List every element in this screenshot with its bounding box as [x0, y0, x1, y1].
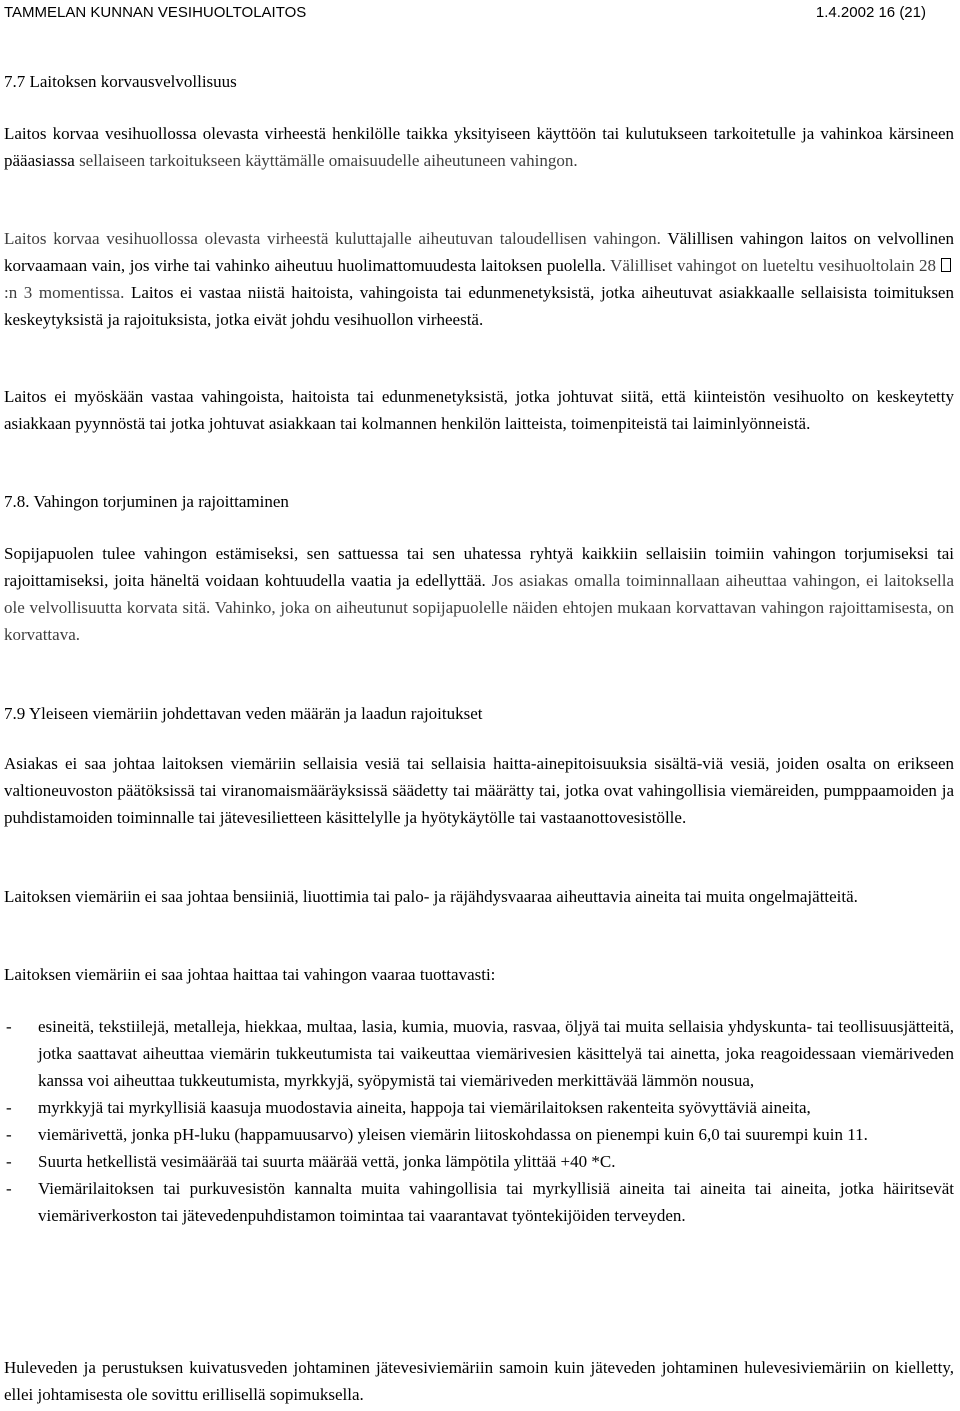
- paragraph: [4, 540, 954, 648]
- paragraph: [4, 883, 954, 910]
- section-symbol-box: [941, 258, 951, 272]
- list-item: [0, 1148, 954, 1175]
- list-dash-marker: -: [6, 1179, 12, 1198]
- muted-text-run: Välilliset vahingot on lueteltu vesihuoltolain 28: [605, 256, 937, 275]
- list-item-text: myrkkyjä tai myrkyllisiä kaasuja muodostavia aineita, happoja tai viemärilaitoksen rakenteita syövyttäviä aineita,: [38, 1098, 811, 1117]
- text-run: Sopijapuolen tulee vahingon estämiseksi, sen sattuessa tai sen uhatessa ryhtyä kaikkiin sellaisiin toimiin vahingon torjumiseksi tai rajoittamiseksi, joita häneltä voidaan kohtuudella vaatia ja edellyttää.: [4, 544, 954, 590]
- paragraph: [4, 1354, 954, 1408]
- list-item-text: Viemärilaitoksen tai purkuvesistön kannalta muita vahingollisia tai myrkyllisiä aineita tai aineita tai aineita, jotka häiritsevät viemäriverkoston tai jätevedenpuhdistamon toimintaa tai vaarantavat työntekijöiden terveyden.: [38, 1179, 954, 1225]
- text-run: Välillisen vahingon laitos on velvollinen korvaamaan vain, jos virhe tai vahinko aiheutuu huolimattomuudesta laitoksen puolella.: [4, 229, 955, 275]
- list-item-text: viemärivettä, jonka pH-luku (happamuusarvo) yleisen viemärin liitoskohdassa on pienempi kuin 6,0 tai suurempi kuin 11.: [38, 1125, 868, 1144]
- paragraph: [4, 750, 954, 831]
- document-header-date-page: 1.4.2002 16 (21): [815, 4, 926, 21]
- paragraph: [4, 383, 954, 437]
- list-item-text: esineitä, tekstiilejä, metalleja, hiekkaa, multaa, lasia, kumia, muovia, rasvaa, öljyä tai muita sellaisia yhdyskunta- tai teollisuusjätteitä, jotka saattavat aiheuttaa viemärin tukkeutumista tai vaikeuttaa viemärivesien käsittelyä tai ainetta, joka reagoidessaan viemäriveden kanssa voi aiheuttaa tukkeutumista, myrkkyjä, syöpymistä tai viemäriveden merkittävää lämmön nousua,: [38, 1017, 954, 1090]
- prohibited-substances-list: [0, 1013, 954, 1229]
- text-run: Laitoksen viemäriin ei saa johtaa bensiiniä, liuottimia tai palo- ja räjähdysvaaraa aiheuttavia aineita tai muita ongelmajätteitä.: [4, 887, 858, 906]
- list-dash-marker: -: [6, 1125, 12, 1144]
- section-heading-7-8: 7.8. Vahingon torjuminen ja rajoittaminen: [4, 492, 289, 511]
- list-dash-marker: -: [6, 1152, 12, 1171]
- text-run: Laitos ei myöskään vastaa vahingoista, haitoista tai edunmenetyksistä, jotka johtuvat siitä, että kiinteistön vesihuolto on keskeytetty asiakkaan pyynnöstä tai jotka johtuvat asiakkaan tai kolmannen henkilön laitteista, toimenpiteistä tai laiminlyönneistä.: [4, 387, 954, 433]
- text-run: Laitoksen viemäriin ei saa johtaa haittaa tai vahingon vaaraa tuottavasti:: [4, 965, 496, 984]
- list-item: [0, 1121, 954, 1148]
- muted-text-run: :n 3 momentissa.: [4, 283, 125, 302]
- muted-text-run: Vahinko, joka on aiheutunut sopijapuolelle näiden ehtojen mukaan korvattavan vahingon rajoittamisesta, on korvattava.: [4, 598, 954, 644]
- text-run: Laitos korvaa vesihuollossa olevasta virheestä henkilölle taikka yksityiseen käyttöön tai kulutukseen tarkoitetulle ja vahinkoa kärsineen pääasiassa: [4, 124, 954, 170]
- paragraph: [4, 225, 954, 333]
- list-item: [0, 1013, 954, 1094]
- paragraph: [4, 961, 954, 988]
- list-item-text: Suurta hetkellistä vesimäärää tai suurta määrää vettä, jonka lämpötila ylittää +40 *C.: [38, 1152, 616, 1171]
- document-header-title: TAMMELAN KUNNAN VESIHUOLTOLAITOS: [4, 4, 307, 21]
- list-item: [0, 1094, 954, 1121]
- list-item: [0, 1175, 954, 1229]
- text-run: Huleveden ja perustuksen kuivatusveden johtaminen jätevesiviemäriin samoin kuin jäteveden johtaminen hulevesiviemäriin on kielletty, ellei johtamisesta ole sovittu erillisellä sopimuksella.: [4, 1358, 954, 1404]
- list-dash-marker: -: [6, 1017, 12, 1036]
- text-run: Laitos ei vastaa niistä haitoista, vahingoista tai edunmenetyksistä, jotka aiheutuvat asiakkaalle sellaisista toimituksen keskeytyksistä ja rajoituksista, jotka eivät johdu vesihuollon virheestä.: [4, 283, 954, 329]
- muted-text-run: Jos asiakas omalla toiminnallaan aiheuttaa vahingon, ei laitoksella ole velvollisuutta korvata sitä.: [4, 571, 954, 617]
- list-dash-marker: -: [6, 1098, 12, 1117]
- text-run: Asiakas ei saa johtaa laitoksen viemäriin sellaisia vesiä tai sellaisia haitta-ainepitoisuuksia sisältä-viä vesiä, joiden osalta on erikseen valtioneuvoston päätöksissä tai viranomaismääräyksissä säädetty tai määrätty tai, jotka ovat vahingollisia viemäreiden, pumppaamoiden ja puhdistamoiden toiminnalle tai jätevesilietteen käsittelylle ja hyötykäytölle tai vastaanottovesistölle.: [4, 754, 954, 827]
- muted-text-run: sellaiseen tarkoitukseen käyttämälle omaisuudelle aiheutuneen vahingon.: [79, 151, 578, 170]
- section-heading-7-7: 7.7 Laitoksen korvausvelvollisuus: [4, 72, 237, 91]
- paragraph: [4, 120, 954, 174]
- muted-text-run: Laitos korvaa vesihuollossa olevasta virheestä kuluttajalle aiheutuvan taloudellisen vahingon.: [4, 229, 661, 248]
- section-heading-7-9: 7.9 Yleiseen viemäriin johdettavan veden määrän ja laadun rajoitukset: [4, 704, 483, 723]
